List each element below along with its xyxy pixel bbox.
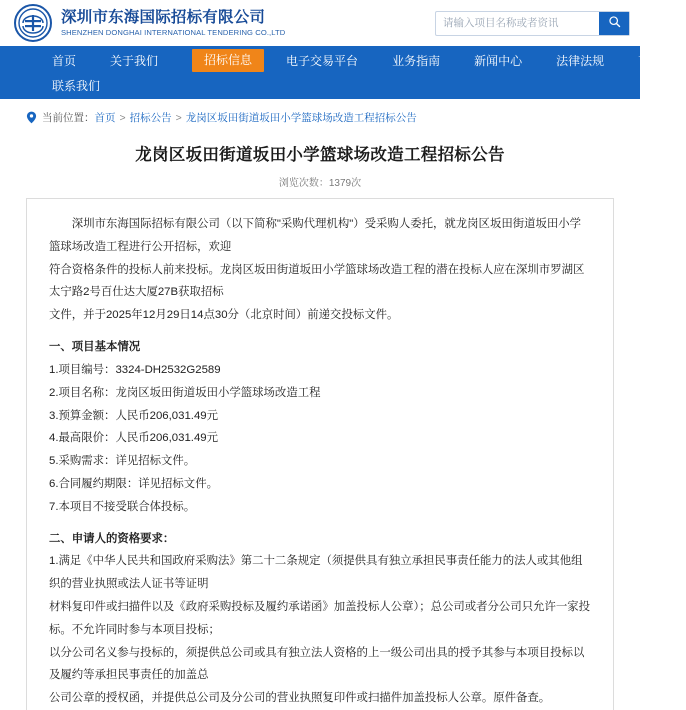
- article-paragraph: 3.预算金额：人民币206,031.49元: [49, 409, 219, 422]
- nav-row-secondary: [52, 72, 640, 99]
- search-icon: [608, 15, 621, 31]
- article-paragraph: 2.项目名称：龙岗区坂田街道坂田小学篮球场改造工程: [49, 386, 321, 399]
- breadcrumb-separator-1: >: [119, 111, 126, 124]
- breadcrumb: [0, 99, 640, 135]
- nav-row-primary: [52, 46, 686, 72]
- article-paragraph: 符合资格条件的投标人前来投标。龙岗区坂田街道坂田小学篮球场改造工程的潜在投标人应在深圳市罗湖区太宁路2号百仕达大厦27B获取招标: [49, 263, 585, 299]
- article-paragraph: 1.项目编号：3324-DH2532G2589: [49, 363, 221, 376]
- site-logo[interactable]: [14, 4, 285, 42]
- breadcrumb-prefix: 当前位置：: [42, 112, 95, 124]
- main-nav: [0, 46, 686, 99]
- nav-item-business-guide[interactable]: 业务指南: [392, 53, 441, 68]
- company-logo-icon: [14, 4, 52, 42]
- article-body: [26, 198, 614, 710]
- nav-item-downloads[interactable]: 下载中心: [638, 53, 686, 68]
- breadcrumb-item-home[interactable]: 首页: [94, 112, 116, 124]
- page-title: 龙岗区坂田街道坂田小学篮球场改造工程招标公告: [135, 146, 505, 164]
- article-paragraph: 1.满足《中华人民共和国政府采购法》第二十二条规定（须提供具有独立承担民事责任能力的法人或其他组织的营业执照或法人证书等证明: [49, 555, 583, 591]
- location-pin-icon: [26, 111, 37, 124]
- search-input[interactable]: [436, 12, 599, 35]
- nav-item-home[interactable]: 首页: [52, 53, 77, 68]
- breadcrumb-item-current[interactable]: 龙岗区坂田街道坂田小学篮球场改造工程招标公告: [185, 112, 417, 124]
- view-count: 浏览次数：1379次: [278, 178, 362, 189]
- breadcrumb-separator-2: >: [175, 111, 182, 124]
- search-button[interactable]: [599, 12, 629, 35]
- company-name-en: SHENZHEN DONGHAI INTERNATIONAL TENDERING CO.,LTD: [61, 27, 286, 37]
- nav-item-about[interactable]: 关于我们: [110, 53, 159, 68]
- article-paragraph: 4.最高限价：人民币206,031.49元: [49, 432, 219, 445]
- article-paragraph: 7.本项目不接受联合体投标。: [49, 500, 196, 513]
- nav-item-e-trading[interactable]: 电子交易平台: [286, 53, 359, 68]
- article-paragraph: 5.采购需求：详见招标文件。: [49, 455, 196, 468]
- site-header: [0, 0, 640, 46]
- company-name-block: [61, 9, 285, 38]
- article-section-heading: 二、申请人的资格要求：: [49, 532, 175, 545]
- search-box[interactable]: [435, 11, 630, 36]
- article-paragraph: 6.合同履约期限：详见招标文件。: [49, 477, 218, 490]
- article-paragraph: 深圳市东海国际招标有限公司（以下简称"采购代理机构"）受采购人委托，就龙岗区坂田街道坂田小学篮球场改造工程进行公开招标，欢迎: [49, 218, 582, 253]
- nav-item-news[interactable]: 新闻中心: [474, 53, 523, 68]
- article-paragraph: 材料复印件或扫描件以及《政府采购投标及履约承诺函》加盖投标人公章）；总公司或者分公司只允许一家投标。不允许同时参与本项目投标；: [49, 601, 591, 636]
- article-spacer: [49, 519, 591, 528]
- nav-item-tender-info[interactable]: 招标信息: [192, 49, 264, 72]
- company-name-cn: 深圳市东海国际招标有限公司: [61, 8, 266, 26]
- breadcrumb-item-announcements[interactable]: 招标公告: [129, 112, 172, 124]
- article-paragraph: 以分公司名义参与投标的，须提供总公司或具有独立法人资格的上一级公司出具的授予其参与本项目投标以及履约等承担民事责任的加盖总: [49, 646, 585, 682]
- article-paragraph: 文件，并于2025年12月29日14点30分（北京时间）前递交投标文件。: [49, 309, 399, 322]
- article-spacer: [49, 327, 591, 336]
- nav-item-laws[interactable]: 法律法规: [556, 53, 605, 68]
- nav-item-contact[interactable]: 联系我们: [52, 78, 101, 93]
- article-section-heading: 一、项目基本情况: [49, 341, 141, 354]
- article-paragraph: 公司公章的授权函，并提供总公司及分公司的营业执照复印件或扫描件加盖投标人公章。原件备查。: [49, 692, 551, 705]
